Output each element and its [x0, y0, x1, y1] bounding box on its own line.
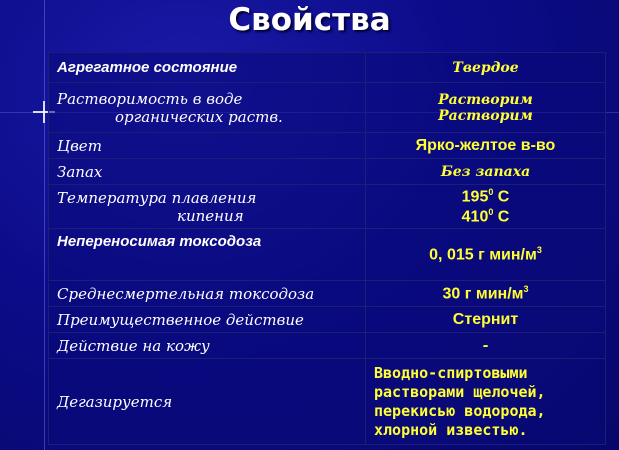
row-label: [49, 83, 366, 133]
row-value: [366, 83, 606, 133]
row-value: [366, 281, 606, 307]
value-line: перекисью водорода,: [374, 401, 546, 420]
value-line: Вводно-спиртовыми: [374, 363, 528, 382]
value-line: Растворим: [438, 107, 533, 124]
table-row: [49, 83, 606, 133]
page-title: Свойства: [228, 2, 391, 38]
melting-unit: С: [493, 188, 510, 206]
unit-sup: 3: [523, 283, 529, 294]
row-label: Агрегатное состояние: [49, 53, 366, 83]
value-line: Растворим: [438, 91, 533, 108]
row-label: Среднесмертельная токсодоза: [49, 281, 366, 307]
properties-table: [48, 52, 606, 445]
value-line: хлорной известью.: [374, 420, 528, 439]
row-value: Без запаха: [366, 159, 606, 185]
value-text: 30 г мин/м: [442, 285, 524, 303]
unit-sup: 3: [536, 244, 542, 255]
row-label: Цвет: [49, 133, 366, 159]
degree-sup: 0: [488, 206, 494, 217]
label-line: Растворимость в воде: [57, 89, 243, 108]
table-row: [49, 333, 606, 359]
row-label: [49, 185, 366, 229]
row-label: Дегазируется: [49, 359, 366, 445]
row-value: Твердое: [366, 53, 606, 83]
row-value: [366, 229, 606, 281]
row-value: [366, 185, 606, 229]
table-row: [49, 53, 606, 83]
table-row: [49, 185, 606, 229]
decor-vertical-line: [44, 0, 45, 450]
value-line: [374, 187, 597, 206]
row-label: Непереносимая токсодоза: [49, 229, 366, 281]
row-value: Ярко-желтое в-во: [366, 133, 606, 159]
label-line: органических раств.: [115, 107, 283, 126]
table-row: [49, 133, 606, 159]
label-line: Температура плавления: [57, 188, 257, 207]
row-label: Запах: [49, 159, 366, 185]
row-label: Действие на кожу: [49, 333, 366, 359]
boiling-unit: С: [493, 207, 510, 225]
boiling-number: 410: [461, 207, 489, 225]
label-line: кипения: [177, 206, 244, 225]
melting-number: 195: [461, 188, 489, 206]
value-text: 0, 015 г мин/м: [429, 246, 537, 264]
table-row: [49, 359, 606, 445]
row-value: Стернит: [366, 307, 606, 333]
row-label: Преимущественное действие: [49, 307, 366, 333]
row-value: [366, 359, 606, 445]
value-line: растворами щелочей,: [374, 382, 546, 401]
table-row: [49, 229, 606, 281]
row-value: -: [366, 333, 606, 359]
table-row: [49, 159, 606, 185]
degree-sup: 0: [488, 187, 494, 198]
table-row: [49, 307, 606, 333]
table-row: [49, 281, 606, 307]
value-line: [374, 207, 597, 226]
